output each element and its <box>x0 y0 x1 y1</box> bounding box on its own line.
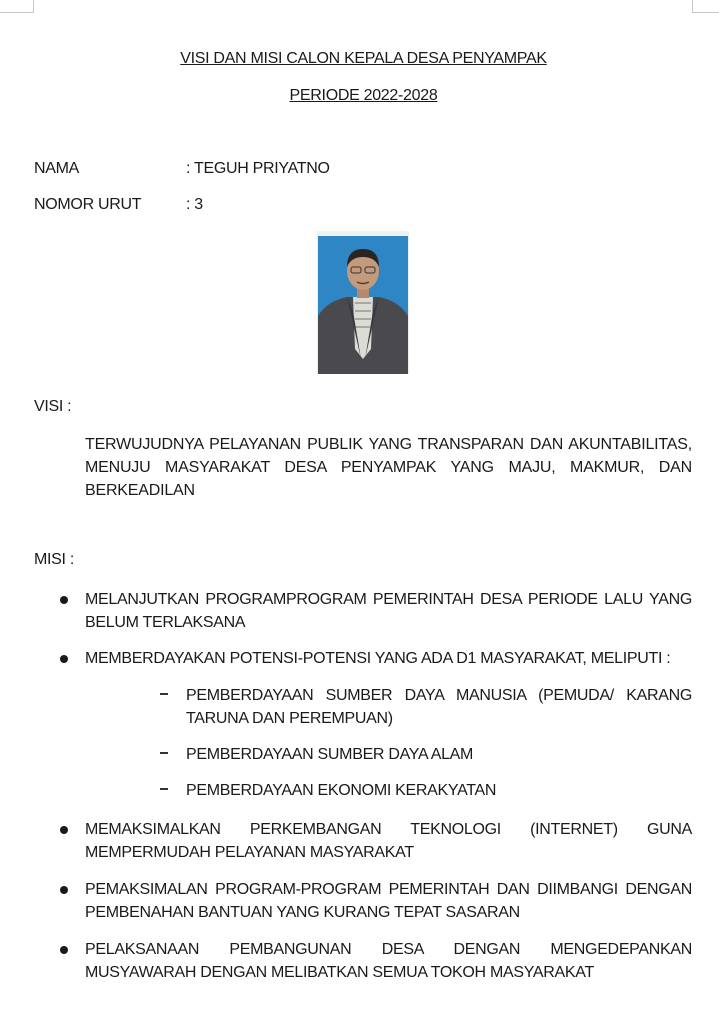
bullet-icon <box>60 655 68 663</box>
misi-sub-item: PEMBERDAYAAN SUMBER DAYA ALAM <box>186 746 474 763</box>
field-nama <box>34 160 330 178</box>
misi-item: MELANJUTKAN PROGRAMPROGRAM PEMERINTAH DESA PERIODE LALU YANG BELUM TERLAKSANA <box>85 591 692 631</box>
misi-sub-item: PEMBERDAYAAN EKONOMI KERAKYATAN <box>186 782 497 799</box>
field-label: NAMA <box>34 160 80 177</box>
field-value: : 3 <box>186 196 203 213</box>
field-nomor-urut <box>34 196 203 214</box>
bullet-icon <box>60 826 68 834</box>
candidate-portrait-image <box>317 231 409 374</box>
misi-item: PELAKSANAAN PEMBANGUNAN DESA DENGAN MENGEDEPANKAN MUSYAWARAH DENGAN MELIBATKAN SEMUA TOKOH MASYARAKAT <box>85 941 692 981</box>
page-corner-mark-right <box>692 0 719 13</box>
field-value: : TEGUH PRIYATNO <box>186 160 330 177</box>
visi-label: VISI : <box>34 398 72 415</box>
bullet-icon <box>60 886 68 894</box>
bullet-icon <box>60 946 68 954</box>
misi-item: PEMAKSIMALAN PROGRAM-PROGRAM PEMERINTAH DAN DIIMBANGI DENGAN PEMBENAHAN BANTUAN YANG KURANG TEPAT SASARAN <box>85 881 692 921</box>
dash-icon <box>160 752 168 754</box>
dash-icon <box>160 693 168 695</box>
dash-icon <box>160 788 168 790</box>
visi-text: TERWUJUDNYA PELAYANAN PUBLIK YANG TRANSPARAN DAN AKUNTABILITAS, MENUJU MASYARAKAT DESA PENYAMPAK YANG MAJU, MAKMUR, DAN BERKEADILAN <box>85 436 692 499</box>
bullet-icon <box>60 596 68 604</box>
misi-item: MEMAKSIMALKAN PERKEMBANGAN TEKNOLOGI (INTERNET) GUNA MEMPERMUDAH PELAYANAN MASYARAKAT <box>85 821 692 861</box>
document-title: VISI DAN MISI CALON KEPALA DESA PENYAMPAK <box>180 50 547 67</box>
document-subtitle-period: PERIODE 2022-2028 <box>289 87 438 104</box>
misi-item: MEMBERDAYAKAN POTENSI-POTENSI YANG ADA D1 MASYARAKAT, MELIPUTI : <box>85 650 671 667</box>
field-label: NOMOR URUT <box>34 196 142 213</box>
misi-sub-item: PEMBERDAYAAN SUMBER DAYA MANUSIA (PEMUDA/ KARANG TARUNA DAN PEREMPUAN) <box>186 687 692 727</box>
candidate-photo <box>317 231 409 374</box>
page-corner-mark-left <box>0 0 34 13</box>
misi-label: MISI : <box>34 551 74 568</box>
